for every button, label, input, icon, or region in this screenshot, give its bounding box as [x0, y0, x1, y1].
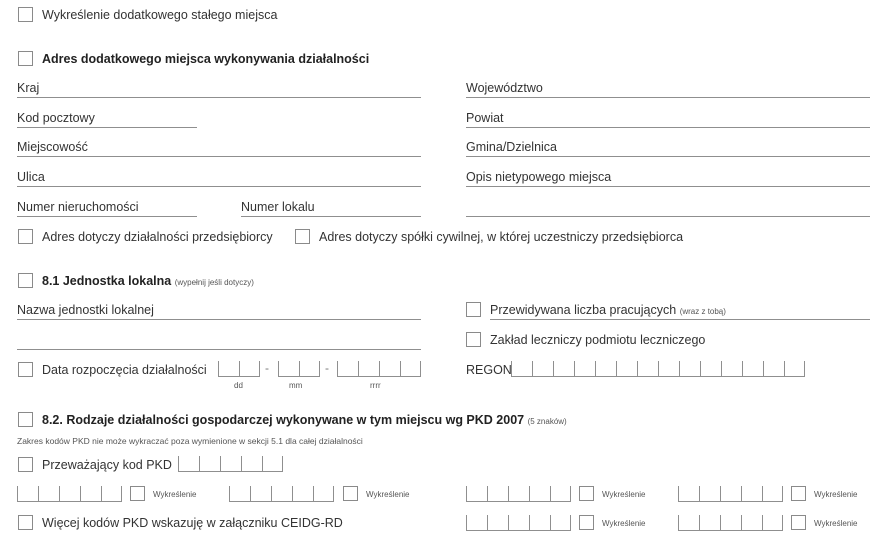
- employees-label: Przewidywana liczba pracujących (wraz z tobą): [490, 303, 726, 317]
- pkd-strike-label: Wykreślenie: [602, 519, 646, 528]
- strike-additional-checkbox[interactable]: [18, 7, 33, 22]
- city-label: Miejscowość: [17, 140, 88, 154]
- start-date-month-field[interactable]: [278, 361, 320, 377]
- pkd-strike-label: Wykreślenie: [814, 519, 858, 528]
- main-pkd-checkbox[interactable]: [18, 457, 33, 472]
- atypical-place-field-line2[interactable]: [466, 216, 870, 217]
- atypical-place-field[interactable]: [466, 186, 870, 187]
- pkd-code-field[interactable]: [229, 486, 334, 502]
- pkd-strike-checkbox[interactable]: [130, 486, 145, 501]
- pkd-strike-label: Wykreślenie: [366, 490, 410, 499]
- pkd-strike-checkbox[interactable]: [579, 486, 594, 501]
- main-pkd-code-field[interactable]: [178, 456, 283, 472]
- city-field[interactable]: [17, 156, 421, 157]
- concerns-entrepreneur-label: Adres dotyczy działalności przedsiębiorcy: [42, 230, 273, 244]
- local-unit-name-field[interactable]: [17, 319, 421, 320]
- county-field[interactable]: [466, 127, 870, 128]
- street-field[interactable]: [17, 186, 421, 187]
- concerns-partnership-label: Adres dotyczy spółki cywilnej, w której uczestniczy przedsiębiorca: [319, 230, 684, 244]
- day-hint: dd: [234, 381, 243, 390]
- postal-code-field[interactable]: [17, 127, 197, 128]
- voivodeship-label: Województwo: [466, 81, 543, 95]
- country-field[interactable]: [17, 97, 421, 98]
- pkd-code-field[interactable]: [678, 515, 783, 531]
- pkd-strike-checkbox[interactable]: [579, 515, 594, 530]
- pkd-section-checkbox[interactable]: [18, 412, 33, 427]
- employees-field[interactable]: [490, 319, 870, 320]
- address-section-checkbox[interactable]: [18, 51, 33, 66]
- medical-facility-label: Zakład leczniczy podmiotu leczniczego: [490, 333, 706, 347]
- pkd-note: Zakres kodów PKD nie może wykraczać poza wymienione w sekcji 5.1 dla całej działalności: [17, 436, 363, 446]
- employees-checkbox[interactable]: [466, 302, 481, 317]
- postal-code-label: Kod pocztowy: [17, 111, 95, 125]
- pkd-code-field[interactable]: [17, 486, 122, 502]
- county-label: Powiat: [466, 111, 504, 125]
- more-codes-checkbox[interactable]: [18, 515, 33, 530]
- concerns-partnership-checkbox[interactable]: [295, 229, 310, 244]
- pkd-code-field[interactable]: [678, 486, 783, 502]
- regon-label: REGON: [466, 363, 512, 377]
- unit-number-field[interactable]: [241, 216, 421, 217]
- commune-label: Gmina/Dzielnica: [466, 140, 558, 154]
- pkd-strike-checkbox[interactable]: [791, 515, 806, 530]
- building-number-label: Numer nieruchomości: [17, 200, 139, 214]
- pkd-strike-label: Wykreślenie: [814, 490, 858, 499]
- pkd-code-field[interactable]: [466, 515, 571, 531]
- pkd-strike-checkbox[interactable]: [791, 486, 806, 501]
- date-separator: -: [325, 361, 329, 375]
- main-pkd-label: Przeważający kod PKD: [42, 458, 172, 472]
- pkd-strike-label: Wykreślenie: [602, 490, 646, 499]
- voivodeship-field[interactable]: [466, 97, 870, 98]
- unit-number-label: Numer lokalu: [241, 200, 315, 214]
- atypical-place-label: Opis nietypowego miejsca: [466, 170, 612, 184]
- month-hint: mm: [289, 381, 303, 390]
- regon-field[interactable]: [511, 361, 805, 377]
- start-date-checkbox[interactable]: [18, 362, 33, 377]
- start-date-day-field[interactable]: [218, 361, 260, 377]
- pkd-section-heading: 8.2. Rodzaje działalności gospodarczej wykonywane w tym miejscu wg PKD 2007 (5 znaków): [42, 413, 567, 427]
- strike-additional-label: Wykreślenie dodatkowego stałego miejsca: [42, 8, 278, 22]
- year-hint: rrrr: [370, 381, 381, 390]
- building-number-field[interactable]: [17, 216, 197, 217]
- local-unit-name-field-line2[interactable]: [17, 349, 421, 350]
- start-date-label: Data rozpoczęcia działalności: [42, 363, 207, 377]
- local-unit-heading: 8.1 Jednostka lokalna (wypełnij jeśli dotyczy): [42, 274, 254, 288]
- concerns-entrepreneur-checkbox[interactable]: [18, 229, 33, 244]
- local-unit-checkbox[interactable]: [18, 273, 33, 288]
- pkd-strike-checkbox[interactable]: [343, 486, 358, 501]
- country-label: Kraj: [17, 81, 40, 95]
- start-date-year-field[interactable]: [337, 361, 421, 377]
- medical-facility-checkbox[interactable]: [466, 332, 481, 347]
- local-unit-name-label: Nazwa jednostki lokalnej: [17, 303, 154, 317]
- commune-field[interactable]: [466, 156, 870, 157]
- pkd-strike-label: Wykreślenie: [153, 490, 197, 499]
- date-separator: -: [265, 361, 269, 375]
- pkd-code-field[interactable]: [466, 486, 571, 502]
- address-section-heading: Adres dodatkowego miejsca wykonywania działalności: [42, 52, 370, 66]
- street-label: Ulica: [17, 170, 45, 184]
- more-codes-label: Więcej kodów PKD wskazuję w załączniku CEIDG-RD: [42, 516, 343, 530]
